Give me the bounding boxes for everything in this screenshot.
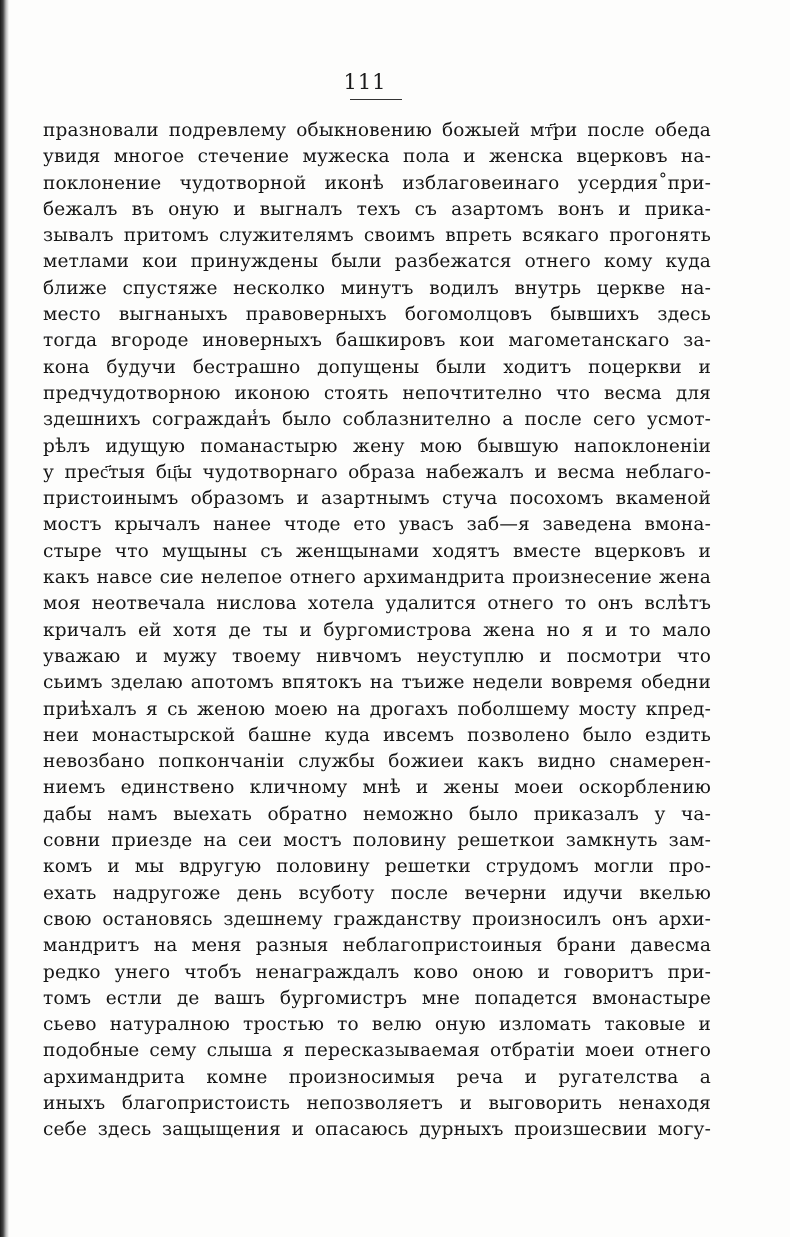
page-binding-edge [0,0,9,1237]
text-line: дабы намъ выехать обратно неможно было приказалъ у ча- [43,803,711,825]
text-line: пристоинымъ образомъ и азартнымъ стуча посохомъ вкаменой [43,488,711,510]
text-line: предчудотворною иконою стоять непочтително что весма для [43,382,711,404]
text-line: сьево натуралною тростью то велю оную изломать таковые и [43,1014,711,1036]
text-line: ближе спустяже несколко минутъ водилъ внутрь церкве на- [43,277,711,299]
text-line: подобные сему слыша я пересказываемая отбратіи моеи отнего [43,1040,711,1062]
text-line: неи монастырской башне куда ивсемъ позволено было ездить [43,724,711,746]
page-number-rule [350,99,402,100]
text-line: кона будучи бестрашно допущены были ходитъ поцеркви и [43,356,711,378]
text-line: метлами кои принуждены были разбежатся отнего кому куда [43,251,711,273]
text-line: кричалъ ей хотя де ты и бургомистрова жена но я и то мало [43,619,711,641]
text-line: празновали подревлему обыкновению божыей мт҃ри после обеда [43,120,711,141]
text-line: рѣлъ идущую поманастырю жену мою бывшую напоклоненіи [43,435,711,457]
text-line: себе здесь защыщения и опасаюсь дурныхъ произшесвии могу- [43,1119,711,1141]
text-line: томъ естли де вашъ бургомистръ мне попадется вмонастыре [43,987,711,1009]
text-line: редко унего чтобъ ненаграждалъ ково оною и говоритъ при- [43,961,711,983]
text-line: здешнихъ сограждан̾ъ было соблазнително а после сего усмот- [43,409,711,431]
text-line: поклонение чудотворной иконѣ изблаговеинаго усердия˚при- [43,172,711,194]
text-line: какъ навсе сие нелепое отнего архимандрита произнесение жена [43,567,711,589]
text-line: уважаю и мужу твоему нивчомъ неуступлю и посмотри что [43,645,711,667]
body-text [43,118,711,1144]
text-line: архимандрита комне произносимыя реча и ругателства а [43,1066,711,1088]
text-line: приѣхалъ я сь женою моею на дрогахъ поболшему мосту кпред- [43,698,711,720]
text-line: невозбано попкончаніи службы божиеи какъ видно снамерен- [43,751,711,773]
text-line: увидя многое стечение мужеска пола и женска вцерковъ на- [43,146,711,168]
text-line: моя неотвечала нислова хотела удалится отнего то онъ вслѣтъ [43,593,711,615]
text-line: комъ и мы вдругую половину решетки струдомъ могли про- [43,856,711,878]
text-line: бежалъ въ оную и выгналъ техъ съ азартомъ вонъ и прика- [43,198,711,220]
text-line: сьимъ зделаю апотомъ впятокъ на тъиже недели вовремя обедни [43,672,711,694]
text-line: тогда вгороде иноверныхъ башкировъ кои магометанскаго за- [43,330,711,352]
text-line: совни приезде на сеи мостъ половину решеткои замкнуть зам- [43,830,711,852]
text-line: мандритъ на меня разныя неблагопристоиныя брани давесма [43,935,711,957]
text-line: стыре что мущыны съ женщынами ходятъ вместе вцерковъ и [43,540,711,562]
text-line: зывалъ притомъ служителямъ своимъ впреть всякаго прогонять [43,225,711,247]
text-line: место выгнаныхъ правоверныхъ богомолцовъ бывшихъ здесь [43,304,711,326]
text-line: ниемъ единствено кличному мнѣ и жены моеи оскорблению [43,777,711,799]
text-line: мостъ крычалъ нанее чтоде ето увасъ заб—я заведена вмона- [43,514,711,536]
text-line: иныхъ благопристоисть непозволяетъ и выговорить ненаходя [43,1092,711,1114]
text-line: у прес҃тыя бц҃ы чудотворнаго образа набежалъ и весма неблаго- [43,461,711,483]
text-line: свою остановясь здешнему гражданству произносилъ онъ архи- [43,908,711,930]
page-number: 111 [343,70,387,94]
text-line: ехать надругоже день всуботу после вечерни идучи вкелью [43,882,711,904]
